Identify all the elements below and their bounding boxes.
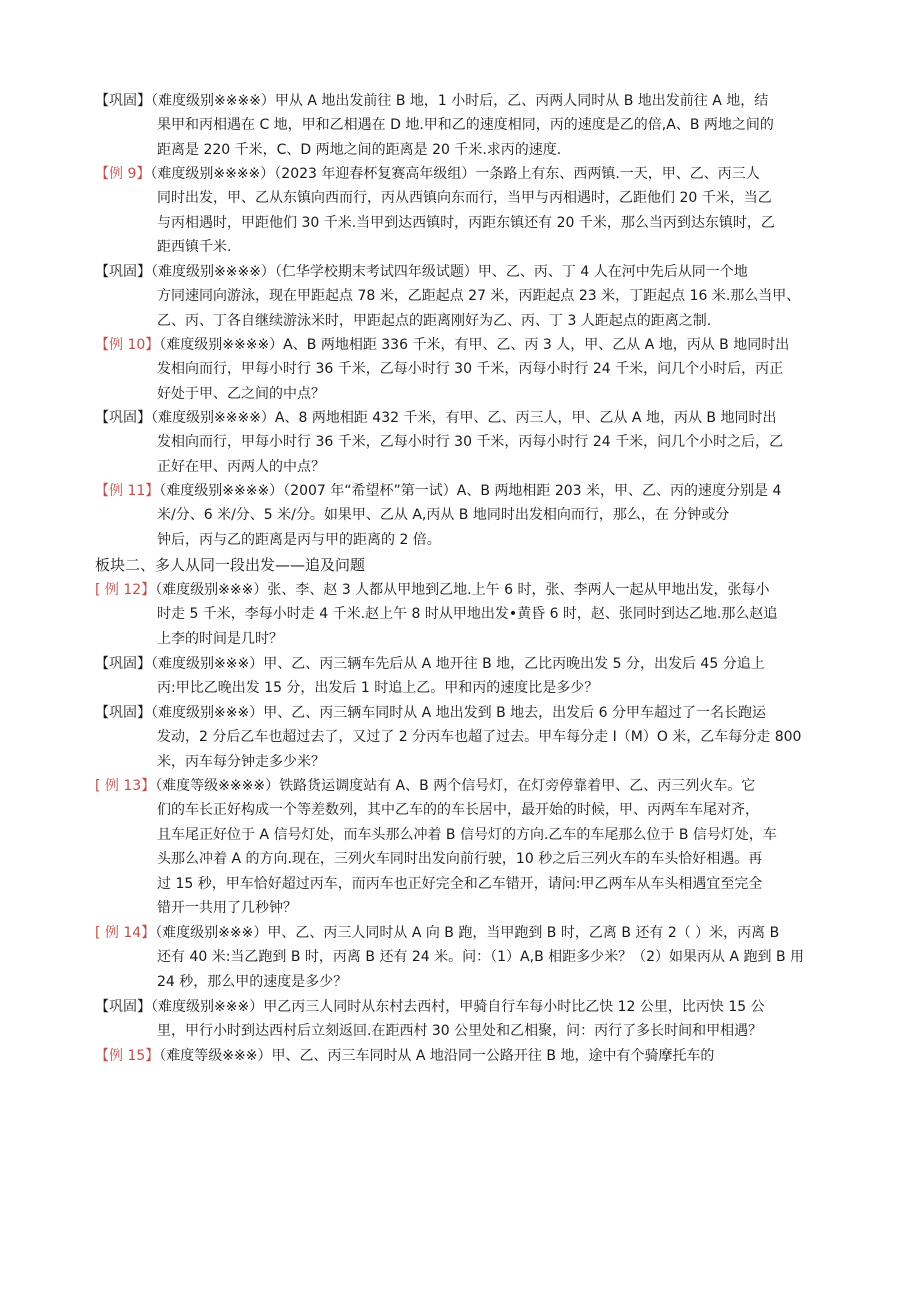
- problem-line: 与丙相遇时，甲距他们 30 千米.当甲到达西镇时，丙距东镇还有 20 千米，那么当丙到达东镇时，乙: [157, 214, 775, 231]
- problem-line: [95, 774, 835, 798]
- problem-line: 发动，2 分后乙车也超过去了，又过了 2 分丙车也超了过去。甲车每分走 I（M）O 米，乙车每分走 800: [157, 729, 802, 746]
- problem-text: （难度级别※※※※）（2023 年迎春杯复赛高年级组）一条路上有东、西两镇.一天，甲、乙、丙三人: [150, 166, 760, 182]
- problem-line: 还有 40 米:当乙跑到 B 时，丙离 B 还有 24 米。问：（1）A,B 相距多少米？（2）如果丙从 A 跑到 B 用: [157, 949, 805, 966]
- problem-line: [95, 578, 835, 602]
- problem-line: 好处于甲、乙之间的中点？: [157, 385, 325, 402]
- problem-line: [95, 921, 835, 945]
- problem-line: [95, 701, 835, 725]
- problem-text: （难度级别※※※※）甲从 A 地出发前往 B 地，1 小时后，乙、丙两人同时从 B 地出发前往 A 地，结: [151, 93, 769, 109]
- problem-text: （难度级别※※※※）A、B 两地相距 336 千米，有甲、乙、丙 3 人，甲、乙从 A 地，丙从 B 地同时出: [159, 337, 790, 353]
- problem-line: [95, 652, 835, 676]
- problem-block: [95, 578, 835, 651]
- problem-tag: [ 例 13】: [95, 778, 156, 794]
- problem-tag: [ 例 14】: [95, 925, 156, 941]
- problem-block: [95, 774, 835, 920]
- problem-line: 错开一共用了几秒钟？: [157, 899, 297, 916]
- problem-line: 同时出发，甲、乙从东镇向西而行，丙从西镇向东而行，当甲与丙相遇时，乙距他们 20 千米，当乙: [157, 190, 772, 207]
- problem-block: [95, 921, 835, 994]
- problem-line: [95, 162, 835, 186]
- problem-line: 过 15 秒，甲车恰好超过丙车，而丙车也正好完全和乙车错开，请问:甲乙两车从车头相遇宜至完全: [157, 875, 763, 892]
- problem-line: 们的车长正好构成一个等差数列，其中乙车的的车长居中，最开始的时候，甲、丙两车车尾对齐，: [157, 802, 759, 819]
- problem-line: 时走 5 千米，李每小时走 4 千米.赵上午 8 时从甲地出发•黄昏 6 时，赵、张同时到达乙地.那么赵追: [157, 606, 778, 623]
- problem-block: [95, 1044, 835, 1068]
- problem-line: 24 秒，那么甲的速度是多少？: [157, 973, 348, 990]
- problem-block: [95, 995, 835, 1044]
- problem-text: （难度级别※※※）张、李、赵 3 人都从甲地到乙地.上午 6 时，张、李两人一起从甲地出发，张每小: [155, 582, 770, 598]
- problem-line: 头那么冲着 A 的方向.现在，三列火车同时出发向前行驶，10 秒之后三列火车的车头恰好相遇。再: [157, 851, 763, 868]
- problem-line: [95, 995, 835, 1019]
- problem-text: （难度等级※※※※）铁路货运调度站有 A、B 两个信号灯，在灯旁停靠着甲、乙、丙三列火车。它: [155, 778, 756, 794]
- problem-line: 正好在甲、丙两人的中点？: [157, 458, 325, 475]
- problem-line: 里，甲行小时到达西村后立刻返回.在距西村 30 公里处和乙相聚，问：丙行了多长时间和甲相遇？: [157, 1023, 763, 1040]
- problem-line: 丙:甲比乙晚出发 15 分，出发后 1 时追上乙。甲和丙的速度比是多少？: [157, 680, 599, 697]
- problem-tag: 【例 15】: [95, 1048, 160, 1064]
- problem-text: （难度级别※※※）甲、乙、丙三辆车同时从 A 地出发到 B 地去，出发后 6 分甲车超过了一名长跑运: [151, 705, 766, 721]
- problem-tag: 【例 9】: [95, 166, 151, 182]
- problem-line: [95, 479, 835, 503]
- problem-text: （难度级别※※※※）（仁华学校期末考试四年级试题）甲、乙、丙、丁 4 人在河中先后从同一个地: [151, 264, 748, 280]
- problem-text: （难度级别※※※※）（2007 年“希望杯”第一试）A、B 两地相距 203 米，甲、乙、丙的速度分别是 4: [159, 483, 782, 499]
- problem-line: 米，丙车每分钟走多少米？: [157, 753, 325, 770]
- problem-tag: 【例 10】: [95, 337, 160, 353]
- problem-tag: [ 例 12】: [95, 582, 156, 598]
- problem-text: （难度级别※※※※）A、8 两地相距 432 千米，有甲、乙、丙三人，甲、乙从 A 地，丙从 B 地同时出: [151, 410, 777, 426]
- problem-block: [95, 652, 835, 701]
- problem-text: （难度级别※※※）甲、乙、丙三人同时从 A 向 B 跑，当甲跑到 B 时，乙离 B 还有 2（ ）米，丙离 B: [155, 925, 780, 941]
- problem-line: [95, 260, 835, 284]
- problem-block: [95, 479, 835, 552]
- problem-block: [95, 406, 835, 479]
- problem-line: [95, 333, 835, 357]
- problem-tag: 【巩固】: [95, 999, 151, 1015]
- problem-line: 发相向而行，甲每小时行 36 千米，乙每小时行 30 千米，丙每小时行 24 千米，问几个小时之后，乙: [157, 434, 784, 451]
- problem-text: （难度级别※※※）甲、乙、丙三辆车先后从 A 地开往 B 地，乙比丙晚出发 5 分，出发后 45 分追上: [151, 656, 765, 672]
- problem-block: [95, 260, 835, 333]
- problem-block: [95, 333, 835, 406]
- problem-line: [95, 89, 835, 113]
- problem-line: 距离是 220 千米，C、D 两地之间的距离是 20 千米.求丙的速度.: [157, 141, 562, 158]
- problem-tag: 【巩固】: [95, 264, 151, 280]
- problem-line: 果甲和丙相遇在 C 地，甲和乙相遇在 D 地.甲和乙的速度相同，丙的速度是乙的倍,A、B 两地之间的: [157, 117, 774, 134]
- problem-line: 米/分、6 米/分、5 米/分。如果甲、乙从 A,丙从 B 地同时出发相向而行，那么，在 分钟或分: [157, 507, 730, 524]
- problem-line: 上李的时间是几时？: [157, 630, 283, 647]
- problem-block: [95, 701, 835, 774]
- problem-block: [95, 89, 835, 162]
- problem-tag: 【巩固】: [95, 656, 151, 672]
- problem-line: [95, 1044, 835, 1068]
- problem-line: [95, 406, 835, 430]
- problem-text: （难度级别※※※）甲乙丙三人同时从东村去西村，甲骑自行车每小时比乙快 12 公里，比丙快 15 公: [151, 999, 765, 1015]
- problem-tag: 【巩固】: [95, 705, 151, 721]
- problem-line: 发相向而行，甲每小时行 36 千米，乙每小时行 30 千米，丙每小时行 24 千米，问几个小时后，丙正: [157, 361, 784, 378]
- problem-tag: 【巩固】: [95, 93, 151, 109]
- problem-line: 乙、丙、丁各自继续游泳米时，甲距起点的距离刚好为乙、丙、丁 3 人距起点的距离之制.: [157, 312, 712, 329]
- problem-line: 钟后，丙与乙的距离是丙与甲的距离的 2 倍。: [157, 531, 441, 548]
- problem-tag: 【巩固】: [95, 410, 151, 426]
- problem-line: 且车尾正好位于 A 信号灯处，而车头那么冲着 B 信号灯的方向.乙车的车尾那么位于 B 信号灯处，车: [157, 826, 777, 843]
- problem-line: 方同速同向游泳，现在甲距起点 78 米，乙距起点 27 米，丙距起点 23 米，丁距起点 16 米.那么当甲、: [157, 288, 801, 305]
- problem-text: （难度等级※※※）甲、乙、丙三车同时从 A 地沿同一公路开往 B 地，途中有个骑摩托车的: [159, 1048, 715, 1064]
- problem-line: 距西镇千米.: [157, 239, 232, 256]
- problem-block: [95, 162, 835, 260]
- problem-tag: 【例 11】: [95, 483, 160, 499]
- section-title: 板块二、多人从同一段出发——追及问题: [95, 556, 366, 574]
